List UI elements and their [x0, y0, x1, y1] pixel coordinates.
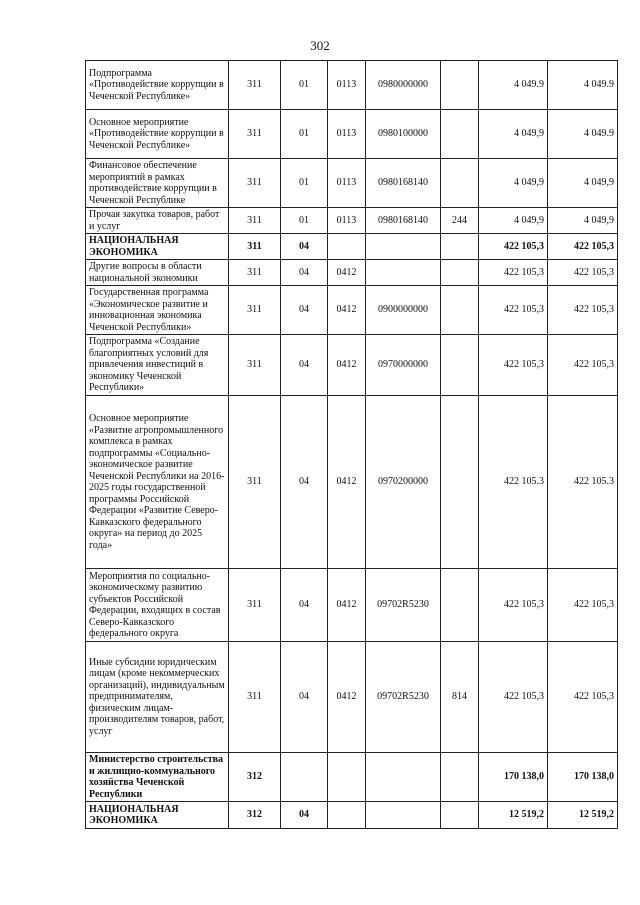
cell-expense-type	[441, 61, 479, 110]
cell-grbs: 311	[229, 396, 281, 569]
cell-name: Прочая закупка товаров, работ и услуг	[86, 208, 229, 234]
cell-amount-2: 422 105,3	[548, 642, 618, 753]
page-number: 302	[310, 38, 330, 53]
table-row	[86, 753, 618, 802]
cell-section: 04	[281, 642, 328, 753]
cell-name: Иные субсидии юридическим лицам (кроме некоммерческих организаций), индивидуальным предпринимателям, физическим лицам-производителям товаров, работ, услуг	[86, 642, 229, 753]
budget-table	[85, 60, 618, 829]
cell-amount-1: 170 138,0	[479, 753, 548, 802]
cell-section: 04	[281, 802, 328, 829]
cell-amount-2: 4 049,9	[548, 208, 618, 234]
cell-section: 04	[281, 286, 328, 335]
cell-expense-type	[441, 396, 479, 569]
table-row	[86, 569, 618, 642]
cell-section: 04	[281, 260, 328, 286]
cell-expense-type: 244	[441, 208, 479, 234]
cell-subsection: 0113	[328, 61, 366, 110]
cell-grbs: 311	[229, 159, 281, 208]
cell-subsection: 0412	[328, 286, 366, 335]
cell-amount-1: 4 049,9	[479, 110, 548, 159]
table-row	[86, 642, 618, 753]
cell-name: Финансовое обеспечение мероприятий в рамках противодействие коррупции в Чеченской Республике	[86, 159, 229, 208]
cell-section: 01	[281, 61, 328, 110]
cell-grbs: 311	[229, 110, 281, 159]
table-row	[86, 159, 618, 208]
cell-expense-type	[441, 569, 479, 642]
table-row	[86, 61, 618, 110]
cell-section: 04	[281, 234, 328, 260]
cell-expense-type	[441, 260, 479, 286]
cell-name: Министерство строительства и жилищно-коммунального хозяйства Чеченской Республики	[86, 753, 229, 802]
cell-section: 04	[281, 569, 328, 642]
cell-amount-1: 4 049.9	[479, 61, 548, 110]
cell-expense-type	[441, 234, 479, 260]
cell-target-article: 0900000000	[366, 286, 441, 335]
cell-amount-2: 170 138,0	[548, 753, 618, 802]
cell-subsection: 0412	[328, 396, 366, 569]
cell-grbs: 311	[229, 208, 281, 234]
cell-amount-1: 422 105,3	[479, 234, 548, 260]
cell-amount-2: 12 519,2	[548, 802, 618, 829]
cell-section: 01	[281, 110, 328, 159]
cell-amount-2: 422 105.3	[548, 396, 618, 569]
cell-name: Мероприятия по социально-экономическому развитию субъектов Российской Федерации, входящих в состав Северо-Кавказского федерального округа	[86, 569, 229, 642]
cell-amount-2: 422 105,3	[548, 569, 618, 642]
cell-section: 04	[281, 396, 328, 569]
cell-target-article: 0970200000	[366, 396, 441, 569]
table-row	[86, 110, 618, 159]
cell-target-article	[366, 753, 441, 802]
table-row	[86, 260, 618, 286]
cell-amount-1: 4 049,9	[479, 159, 548, 208]
cell-grbs: 312	[229, 753, 281, 802]
table-row	[86, 396, 618, 569]
cell-section: 04	[281, 335, 328, 396]
cell-amount-2: 4 049.9	[548, 110, 618, 159]
table-row	[86, 335, 618, 396]
cell-subsection	[328, 234, 366, 260]
cell-amount-1: 422 105.3	[479, 396, 548, 569]
table-row	[86, 208, 618, 234]
cell-expense-type	[441, 802, 479, 829]
cell-grbs: 312	[229, 802, 281, 829]
cell-amount-1: 4 049,9	[479, 208, 548, 234]
cell-grbs: 311	[229, 234, 281, 260]
cell-target-article	[366, 802, 441, 829]
cell-subsection: 0113	[328, 159, 366, 208]
cell-expense-type	[441, 159, 479, 208]
cell-amount-1: 422 105,3	[479, 642, 548, 753]
cell-name: Основное мероприятие «Развитие агропромышленного комплекса в рамках подпрограммы «Социально-экономическое развитие Чеченской Республики на 2016-2025 годы государственной программы Российской Федерации «Развитие Северо-Кавказского федерального округа» на период до 2025 года»	[86, 396, 229, 569]
cell-amount-1: 422 105,3	[479, 260, 548, 286]
cell-amount-2: 422 105,3	[548, 335, 618, 396]
cell-name: НАЦИОНАЛЬНАЯ ЭКОНОМИКА	[86, 234, 229, 260]
cell-amount-2: 4 049,9	[548, 159, 618, 208]
cell-subsection: 0113	[328, 110, 366, 159]
table-row	[86, 802, 618, 829]
cell-amount-2: 422 105,3	[548, 286, 618, 335]
cell-target-article: 0980168140	[366, 208, 441, 234]
cell-name: Основное мероприятие «Противодействие коррупции в Чеченской Республике»	[86, 110, 229, 159]
cell-grbs: 311	[229, 286, 281, 335]
cell-target-article: 09702R5230	[366, 569, 441, 642]
cell-expense-type	[441, 110, 479, 159]
cell-subsection: 0412	[328, 260, 366, 286]
cell-name: Государственная программа «Экономическое развитие и инновационная экономика Чеченской Республики»	[86, 286, 229, 335]
cell-section: 01	[281, 159, 328, 208]
table-body	[86, 61, 618, 829]
cell-expense-type: 814	[441, 642, 479, 753]
cell-subsection: 0412	[328, 642, 366, 753]
cell-target-article: 09702R5230	[366, 642, 441, 753]
cell-section	[281, 753, 328, 802]
cell-subsection	[328, 753, 366, 802]
cell-subsection: 0412	[328, 335, 366, 396]
cell-amount-2: 422 105,3	[548, 260, 618, 286]
cell-section: 01	[281, 208, 328, 234]
table-row	[86, 234, 618, 260]
cell-target-article: 0980100000	[366, 110, 441, 159]
cell-name: Другие вопросы в области национальной экономики	[86, 260, 229, 286]
cell-expense-type	[441, 286, 479, 335]
cell-expense-type	[441, 335, 479, 396]
cell-target-article: 0980000000	[366, 61, 441, 110]
cell-target-article	[366, 234, 441, 260]
cell-amount-1: 12 519,2	[479, 802, 548, 829]
cell-target-article: 0980168140	[366, 159, 441, 208]
cell-amount-2: 422 105,3	[548, 234, 618, 260]
cell-expense-type	[441, 753, 479, 802]
cell-grbs: 311	[229, 569, 281, 642]
cell-target-article: 0970000000	[366, 335, 441, 396]
cell-amount-1: 422 105,3	[479, 335, 548, 396]
cell-name: Подпрограмма «Создание благоприятных условий для привлечения инвестиций в экономику Чеченской Республики»	[86, 335, 229, 396]
table-row	[86, 286, 618, 335]
cell-grbs: 311	[229, 335, 281, 396]
cell-subsection: 0113	[328, 208, 366, 234]
cell-subsection	[328, 802, 366, 829]
cell-grbs: 311	[229, 61, 281, 110]
cell-name: Подпрограмма «Противодействие коррупции в Чеченской Республике»	[86, 61, 229, 110]
cell-target-article	[366, 260, 441, 286]
cell-amount-1: 422 105,3	[479, 286, 548, 335]
cell-amount-1: 422 105,3	[479, 569, 548, 642]
cell-name: НАЦИОНАЛЬНАЯ ЭКОНОМИКА	[86, 802, 229, 829]
cell-grbs: 311	[229, 642, 281, 753]
cell-subsection: 0412	[328, 569, 366, 642]
cell-amount-2: 4 049.9	[548, 61, 618, 110]
cell-grbs: 311	[229, 260, 281, 286]
